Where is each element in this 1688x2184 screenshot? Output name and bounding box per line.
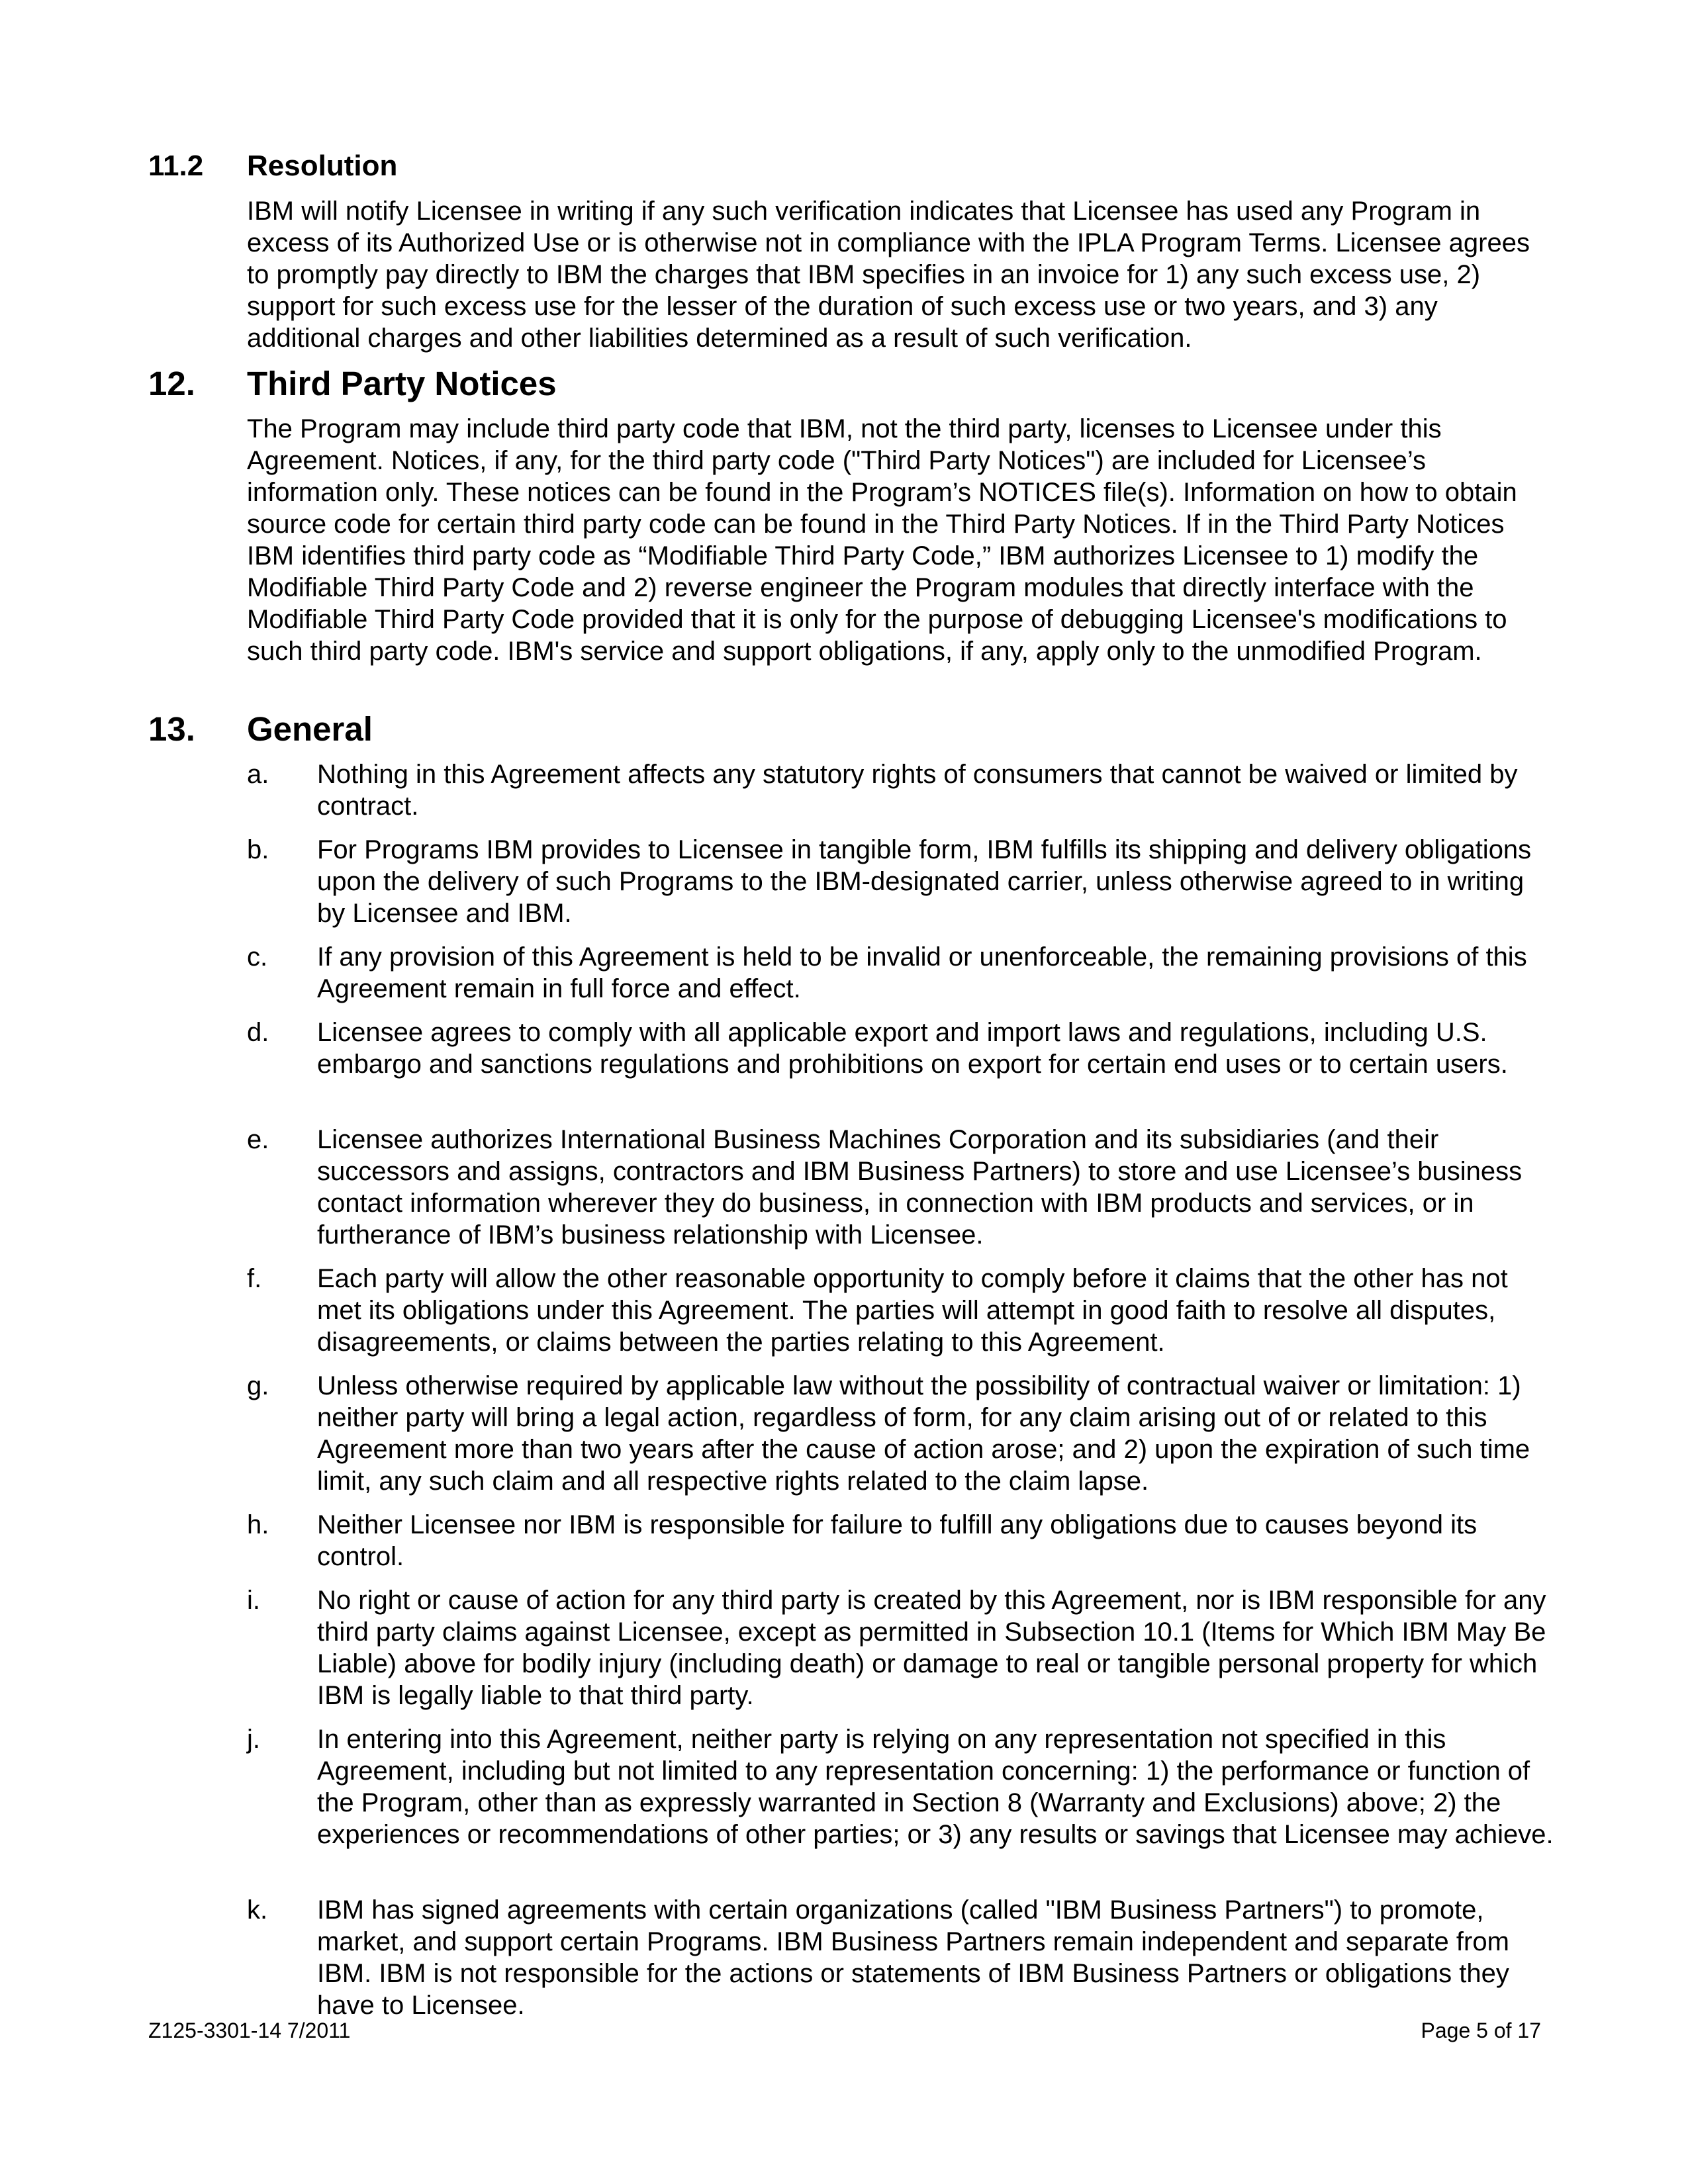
section-12-number: 12.	[148, 365, 195, 402]
list-text: No right or cause of action for any third party is created by this Agreement, nor is IBM responsible for any third party claims against Licensee, except as permitted in Subsection 10.1 (Items for Which IBM May Be Liable) above for bodily injury (including death) or damage to real or tangible personal property for which IBM is legally liable to that third party.	[317, 1586, 1546, 1710]
list-marker: i.	[247, 1586, 260, 1615]
list-marker: d.	[247, 1018, 269, 1047]
section-13-title: General	[247, 710, 373, 748]
list-text: Neither Licensee nor IBM is responsible for failure to fulfill any obligations due to causes beyond its control.	[317, 1510, 1477, 1571]
list-marker: a.	[247, 760, 269, 789]
section-11-2-body: IBM will notify Licensee in writing if any such verification indicates that Licensee has used any Program in excess of its Authorized Use or is otherwise not in compliance with the IPLA Program Terms. Licensee agrees to promptly pay directly to IBM the charges that IBM specifies in an invoice for 1) any such excess use, 2) support for such excess use for the lesser of the duration of such excess use or two years, and 3) any additional charges and other liabilities determined as a result of such verification.	[247, 197, 1530, 353]
section-11-2-title: Resolution	[247, 150, 398, 182]
list-marker: g.	[247, 1371, 269, 1400]
footer-document-id: Z125-3301-14 7/2011	[148, 2019, 351, 2042]
list-text: Unless otherwise required by applicable law without the possibility of contractual waiver or limitation: 1) neither party will bring a legal action, regardless of form, for any claim arising out of or related to this Agreement more than two years after the cause of action arose; and 2) upon the expiration of such time limit, any such claim and all respective rights related to the claim lapse.	[317, 1371, 1530, 1496]
list-marker: c.	[247, 942, 268, 972]
list-text: Licensee agrees to comply with all applicable export and import laws and regulations, including U.S. embargo and sanctions regulations and prohibitions on export for certain end uses or to certain users.	[317, 1018, 1508, 1079]
list-text: For Programs IBM provides to Licensee in tangible form, IBM fulfills its shipping and delivery obligations upon the delivery of such Programs to the IBM-designated carrier, unless otherwise agreed to in writing by Licensee and IBM.	[317, 835, 1532, 928]
list-text: Licensee authorizes International Business Machines Corporation and its subsidiaries (and their successors and assigns, contractors and IBM Business Partners) to store and use Licensee’s business contact information wherever they do business, in connection with IBM products and services, or in furtherance of IBM’s business relationship with Licensee.	[317, 1125, 1523, 1250]
list-text: In entering into this Agreement, neither party is relying on any representation not specified in this Agreement, including but not limited to any representation concerning: 1) the performance or function of the Program, other than as expressly warranted in Section 8 (Warranty and Exclusions) above; 2) the experiences or recommendations of other parties; or 3) any results or savings that Licensee may achieve.	[317, 1725, 1554, 1849]
list-text: Each party will allow the other reasonable opportunity to comply before it claims that the other has not met its obligations under this Agreement. The parties will attempt in good faith to resolve all disputes, disagreements, or claims between the parties relating to this Agreement.	[317, 1264, 1508, 1357]
section-12-title: Third Party Notices	[247, 365, 557, 402]
section-12-body: The Program may include third party code that IBM, not the third party, licenses to Licensee under this Agreement. Notices, if any, for the third party code ("Third Party Notices") are included for Licensee’s information only. These notices can be found in the Program’s NOTICES file(s). Information on how to obtain source code for certain third party code can be found in the Third Party Notices. If in the Third Party Notices IBM identifies third party code as “Modifiable Third Party Code,” IBM authorizes Licensee to 1) modify the Modifiable Third Party Code and 2) reverse engineer the Program modules that directly interface with the Modifiable Third Party Code provided that it is only for the purpose of debugging Licensee's modifications to such third party code. IBM's service and support obligations, if any, apply only to the unmodified Program.	[247, 414, 1517, 666]
footer-page-number: Page 5 of 17	[1421, 2019, 1541, 2042]
list-marker: h.	[247, 1510, 269, 1539]
list-marker: k.	[247, 1895, 268, 1925]
section-13-number: 13.	[148, 710, 195, 748]
list-marker: b.	[247, 835, 269, 864]
list-text: Nothing in this Agreement affects any statutory rights of consumers that cannot be waived or limited by contract.	[317, 760, 1518, 821]
list-marker: e.	[247, 1125, 269, 1154]
list-marker: f.	[247, 1264, 262, 1293]
list-text: If any provision of this Agreement is held to be invalid or unenforceable, the remaining provisions of this Agreement remain in full force and effect.	[317, 942, 1527, 1003]
list-marker: j.	[247, 1725, 260, 1754]
list-text: IBM has signed agreements with certain organizations (called "IBM Business Partners") to promote, market, and support certain Programs. IBM Business Partners remain independent and separate from IBM. IBM is not responsible for the actions or statements of IBM Business Partners or obligations they have to Licensee.	[317, 1895, 1509, 2020]
section-11-2-number: 11.2	[148, 150, 204, 182]
